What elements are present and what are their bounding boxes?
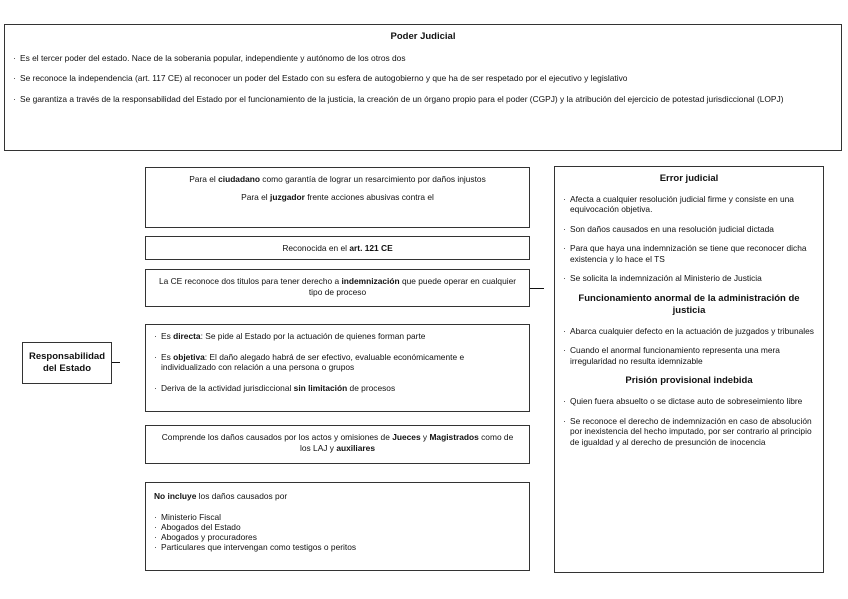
caracteristica-directa: · Es directa: Se pide al Estado por la actuación de quienes forman parte [154,331,521,342]
error-judicial-bullet-3: · Para que haya una indemnización se tiene que reconocer dicha existencia y lo hace el TS [563,243,815,264]
poder-judicial-title: Poder Judicial [390,31,456,42]
poder-judicial-bullet-2: · Se reconoce la independencia (art. 117 CE) al reconocer un poder del Estado con su esfera de autogobierno y que ha de ser respetado por el ejecutivo y legislativo [13,73,833,84]
prision-bullet-1: · Quien fuera absuelto o se dictase auto de sobreseimiento libre [563,396,815,407]
no-incluye-heading: No incluye los daños causados por [154,491,288,501]
funcionamiento-bullet-1: · Abarca cualquier defecto en la actuación de juzgados y tribunales [563,326,815,337]
caracteristica-deriva: · Deriva de la actividad jurisdiccional sin limitación de procesos [154,383,521,394]
garantia-ciudadano: Para el ciudadano como garantía de lograr un resarcimiento por daños injustos [189,174,486,184]
caracteristica-objetiva: · Es objetiva: El daño alegado habrá de ser efectivo, evaluable económicamente e individualizado con relación a una persona o grupos [154,352,521,373]
responsabilidad-label: Responsabilidad del Estado [28,351,105,374]
connector-line [112,362,120,363]
error-judicial-bullet-2: · Son daños causados en una resolución judicial dictada [563,224,815,235]
no-incluye-item-4: · Particulares que intervengan como testigos o peritos [154,542,521,552]
reconocida-box: Reconocida en el art. 121 CE [145,236,530,260]
caracteristicas-box [145,324,530,412]
funcionamiento-bullet-2: · Cuando el anormal funcionamiento representa una mera irregularidad no resulta idemnizable [563,345,815,366]
no-incluye-item-3: · Abogados y procuradores [154,532,521,542]
no-incluye-box [145,482,530,571]
prision-bullet-2: · Se reconoce el derecho de indemnización en caso de absolución por inexistencia del hecho imputado, por ser contrario al principio de igualdad y al derecho de presunción de inocencia [563,416,815,448]
titulos-box: La CE reconoce dos titulos para tener derecho a indemnización que puede operar en cualquier tipo de proceso [145,269,530,307]
error-judicial-box [554,166,824,573]
poder-judicial-box [4,24,842,151]
garantia-box [145,167,530,228]
error-judicial-title: Error judicial [659,173,719,184]
prision-title: Prisión provisional indebida [625,375,753,387]
no-incluye-item-2: · Abogados del Estado [154,522,521,532]
garantia-juzgador: Para el juzgador frente acciones abusivas contra el [241,191,434,202]
error-judicial-bullet-1: · Afecta a cualquier resolución judicial firme y consiste en una equivocación objetiva. [563,194,815,215]
titulos-connector [530,288,544,289]
no-incluye-item-1: · Ministerio Fiscal [154,512,521,522]
responsabilidad-box [22,342,112,384]
poder-judicial-bullet-1: · Es el tercer poder del estado. Nace de la soberania popular, independiente y autónomo de los otros dos [13,53,833,64]
error-judicial-bullet-4: · Se solicita la indemnización al Ministerio de Justicia [563,273,815,284]
funcionamiento-title: Funcionamiento anormal de la administración de justicia [578,292,800,316]
comprende-box: Comprende los daños causados por los actos y omisiones de Jueces y Magistrados como de los LAJ y auxiliares [145,425,530,464]
poder-judicial-bullet-3: · Se garantiza a través de la responsabilidad del Estado por el funcionamiento de la justicia, la creación de un órgano propio para el poder (CGPJ) y la atribución del ejercicio de potestad jurisdiccional (LOPJ) [13,94,833,105]
